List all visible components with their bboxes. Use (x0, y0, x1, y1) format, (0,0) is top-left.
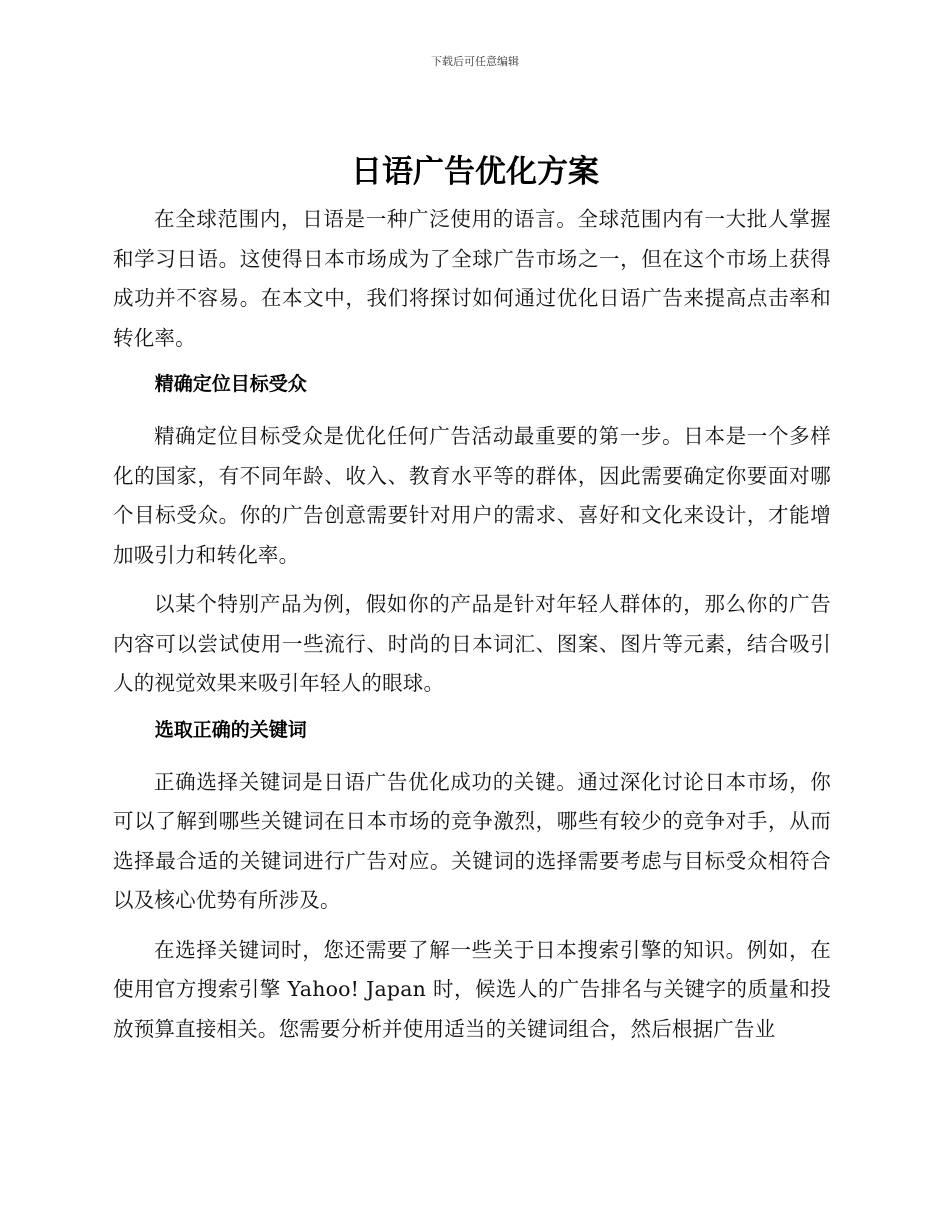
section-heading-target-audience: 精确定位目标受众 (154, 373, 307, 395)
paragraph-search-engine: 在选择关键词时，您还需要了解一些关于日本搜索引擎的知识。例如，在使用官方搜索引擎 Yahoo! Japan 时，候选人的广告排名与关键字的质量和投放预算直接相关。您需要分析并使用适当的关键词组合，然后根据广告业 (113, 937, 831, 1041)
paragraph-keywords: 正确选择关键词是日语广告优化成功的关键。通过深化讨论日本市场，你可以了解到哪些关键词在日本市场的竞争激烈，哪些有较少的竞争对手，从而选择最合适的关键词进行广告对应。关键词的选择需要考虑与目标受众相符合以及核心优势有所涉及。 (113, 769, 831, 912)
section-heading-keywords: 选取正确的关键词 (154, 718, 307, 741)
intro-paragraph: 在全球范围内，日语是一种广泛使用的语言。全球范围内有一大批人掌握和学习日语。这使得日本市场成为了全球广告市场之一，但在这个市场上获得成功并不容易。在本文中，我们将探讨如何通过优化日语广告来提高点击率和转化率。 (113, 207, 831, 350)
paragraph-example-product: 以某个特别产品为例，假如你的产品是针对年轻人群体的，那么你的广告内容可以尝试使用一些流行、时尚的日本词汇、图案、图片等元素，结合吸引人的视觉效果来吸引年轻人的眼球。 (113, 592, 831, 695)
document-title: 日语广告优化方案 (351, 154, 599, 190)
paragraph-target-audience: 精确定位目标受众是优化任何广告活动最重要的第一步。日本是一个多样化的国家，有不同年龄、收入、教育水平等的群体，因此需要确定你要面对哪个目标受众。你的广告创意需要针对用户的需求、喜好和文化来设计，才能增加吸引力和转化率。 (113, 424, 831, 567)
document-body (113, 200, 831, 1059)
header-note: 下载后可任意编辑 (431, 55, 519, 68)
